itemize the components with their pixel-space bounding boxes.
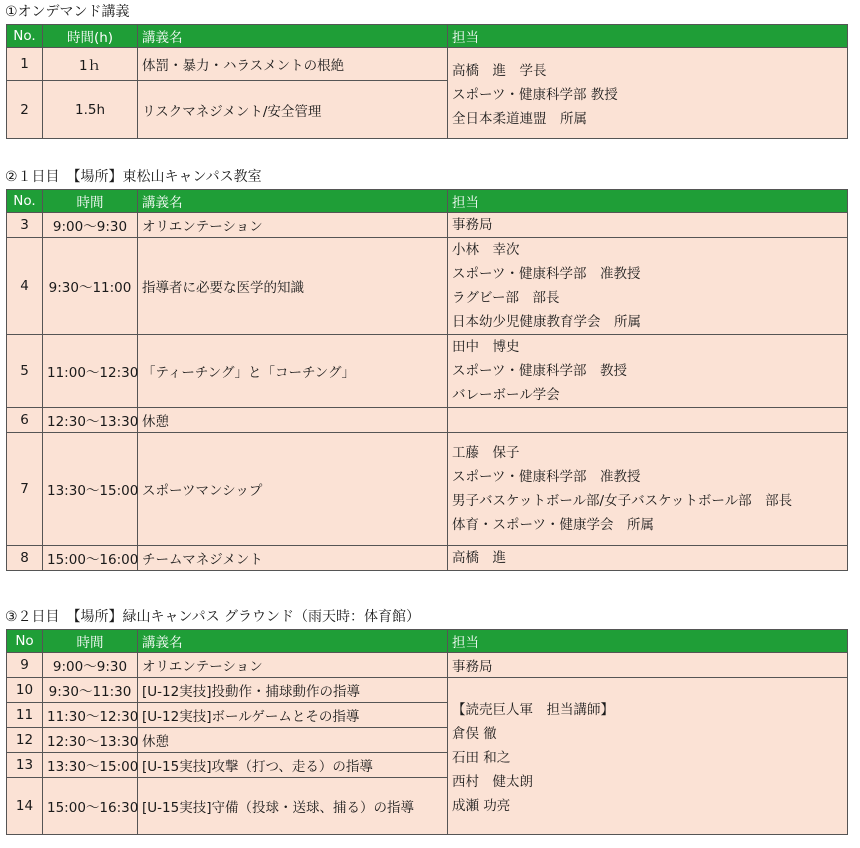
header-time: 時間 [43,630,138,653]
instructor-line: 高橋 進 学長 [452,62,547,79]
row-no: 3 [7,213,43,238]
instructor-line: 倉俣 徹 [452,726,497,742]
instructor-line: スポーツ・健康科学部 教授 [452,86,618,103]
header-no: No [7,630,43,653]
row-time: 12:30～13:30 [43,408,138,433]
row-instructor: 事務局 [448,653,848,678]
instructor-line: 西村 健太朗 [452,774,533,790]
section3-title: ③２日目 【場所】緑山キャンパス グラウンド（雨天時：体育館） [5,609,421,625]
row-instructor [448,546,848,571]
table-row [7,546,848,571]
row-no: 9 [7,653,43,678]
table-row [7,213,848,238]
table-header-row [7,630,848,653]
row-lecture: 指導者に必要な医学的知識 [138,238,448,335]
instructor-line: 小林 幸次 [452,242,520,258]
row-lecture: [U-15実技]守備（投球・送球、捕る）の指導 [138,778,448,835]
row-no: 14 [7,778,43,835]
row-no: 7 [7,433,43,546]
table-row [7,653,848,678]
instructor-line: 工藤 保子 [452,445,520,461]
day2-table [6,629,848,835]
table-row [7,238,848,335]
row-time: 9:00～9:30 [43,213,138,238]
row-time: 13:30～15:00 [43,433,138,546]
row-instructor [448,408,848,433]
row-instructor [448,335,848,408]
table-row [7,433,848,546]
table-row [7,678,848,703]
row-lecture: 「ティーチング」と「コーチング」 [138,335,448,408]
row-lecture: 休憩 [138,728,448,753]
row-lecture: チームマネジメント [138,546,448,571]
row-instructor [448,48,848,139]
header-lecture: 講義名 [138,630,448,653]
row-time: 1.5h [43,81,138,139]
row-time: 9:00～9:30 [43,653,138,678]
header-instructor: 担当 [448,25,848,48]
row-time: 1ｈ [43,48,138,81]
row-lecture: オリエンテーション [138,213,448,238]
header-instructor: 担当 [448,190,848,213]
row-lecture: [U-12実技]投動作・捕球動作の指導 [138,678,448,703]
row-no: 13 [7,753,43,778]
row-lecture: オリエンテーション [138,653,448,678]
row-lecture: リスクマネジメント/安全管理 [138,81,448,139]
row-no: 8 [7,546,43,571]
row-no: 11 [7,703,43,728]
section2-title: ②１日目 【場所】東松山キャンパス教室 [5,169,262,185]
instructor-line: 田中 博史 [452,339,520,355]
day1-table [6,189,848,571]
row-no: 12 [7,728,43,753]
instructor-line: スポーツ・健康科学部 准教授 [452,266,641,282]
header-time: 時間 [43,190,138,213]
header-no: No. [7,190,43,213]
row-instructor [448,433,848,546]
row-lecture: 休憩 [138,408,448,433]
header-lecture: 講義名 [138,190,448,213]
instructor-line: ラグビー部 部長 [452,290,560,306]
instructor-line: 成瀬 功亮 [452,798,511,814]
row-no: 10 [7,678,43,703]
instructor-line: スポーツ・健康科学部 准教授 [452,469,641,485]
table-row [7,48,848,81]
row-time: 15:00～16:30 [43,778,138,835]
instructor-line: 高橋 進 [452,550,506,566]
row-instructor [448,678,848,835]
instructor-line: スポーツ・健康科学部 教授 [452,363,627,379]
row-no: 1 [7,48,43,81]
instructor-line: 【読売巨人軍 担当講師】 [452,702,614,718]
instructor-line: バレーボール学会 [452,387,560,403]
row-time: 11:30～12:30 [43,703,138,728]
row-lecture: [U-15実技]攻撃（打つ、走る）の指導 [138,753,448,778]
row-lecture: 体罰・暴力・ハラスメントの根絶 [138,48,448,81]
row-no: 5 [7,335,43,408]
row-no: 6 [7,408,43,433]
instructor-line: 日本幼少児健康教育学会 所属 [452,314,641,330]
row-time: 9:30～11:00 [43,238,138,335]
row-time: 12:30～13:30 [43,728,138,753]
section1-title: ①オンデマンド講義 [5,4,130,20]
table-row [7,408,848,433]
instructor-line: 石田 和之 [452,750,511,766]
header-time: 時間(h) [43,25,138,48]
row-time: 15:00～16:00 [43,546,138,571]
header-lecture: 講義名 [138,25,448,48]
instructor-line: 男子バスケットボール部/女子バスケットボール部 部長 [452,493,793,509]
row-lecture: スポーツマンシップ [138,433,448,546]
row-lecture: [U-12実技]ボールゲームとその指導 [138,703,448,728]
row-no: 2 [7,81,43,139]
row-no: 4 [7,238,43,335]
row-instructor [448,213,848,238]
table-row [7,335,848,408]
instructor-line: 事務局 [452,217,493,233]
header-instructor: 担当 [448,630,848,653]
ondemand-table [6,24,848,139]
instructor-line: 体育・スポーツ・健康学会 所属 [452,517,654,533]
table-header-row [7,190,848,213]
row-time: 9:30～11:30 [43,678,138,703]
table-header-row [7,25,848,48]
instructor-line: 全日本柔道連盟 所属 [452,110,587,127]
row-time: 11:00～12:30 [43,335,138,408]
row-time: 13:30～15:00 [43,753,138,778]
row-instructor [448,238,848,335]
header-no: No. [7,25,43,48]
